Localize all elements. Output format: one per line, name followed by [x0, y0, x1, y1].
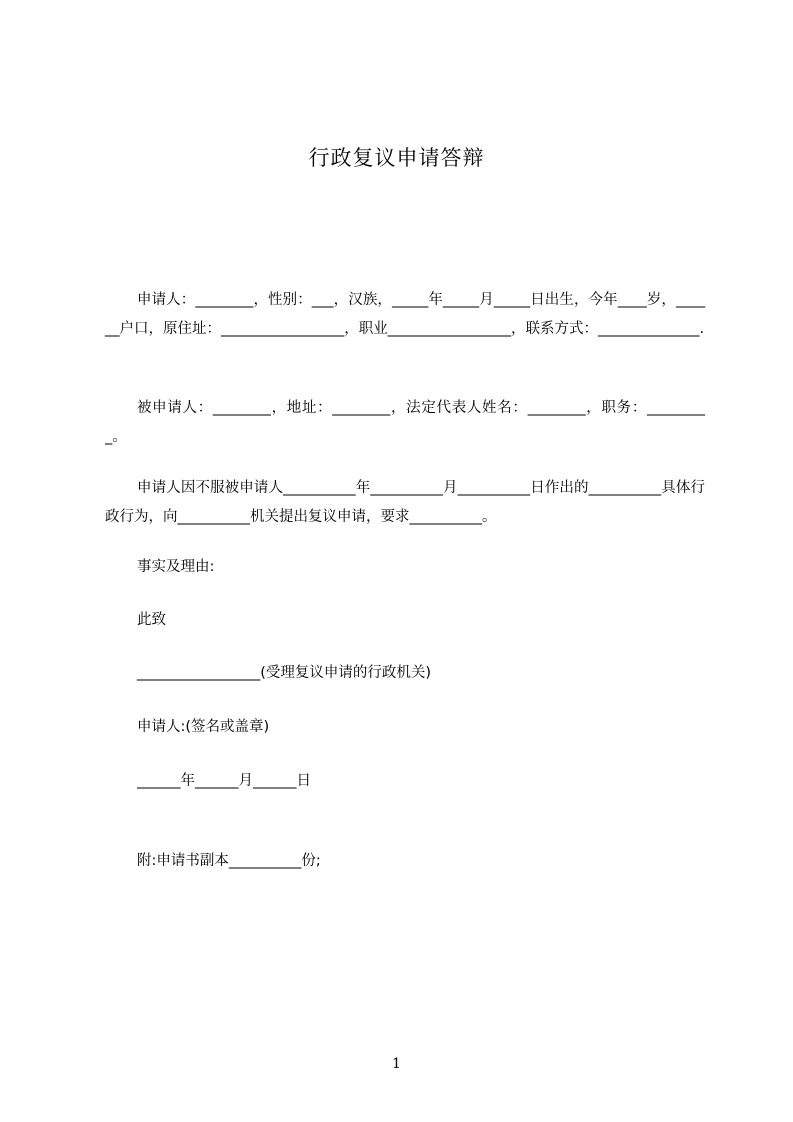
document-title: 行政复议申请答辩: [308, 146, 485, 170]
date-line: ______年______月______日: [137, 773, 311, 789]
page-number: 1: [392, 1056, 401, 1072]
attachment-line: 附:申请书副本__________份;: [137, 853, 321, 869]
request-paragraph: 申请人因不服被申请人__________年__________月__________日作出的__________具体行政行为，向__________机关提出复议申请，要求__________。: [105, 480, 705, 525]
applicant-info-paragraph: 申请人：________，性别：___，汉族，_____年_____月_____日出生，今年____岁，______户口，原住址：_________________，职业_________________，联系方式：______________.: [105, 292, 705, 337]
recipient-line: _________________(受理复议申请的行政机关): [137, 665, 432, 681]
salutation: 此致: [137, 612, 166, 628]
signature-line: 申请人:(签名或盖章): [137, 719, 270, 735]
respondent-info-paragraph: 被申请人：________，地址：________，法定代表人姓名：________，职务：_________。: [105, 400, 705, 445]
facts-heading: 事实及理由:: [137, 559, 215, 575]
